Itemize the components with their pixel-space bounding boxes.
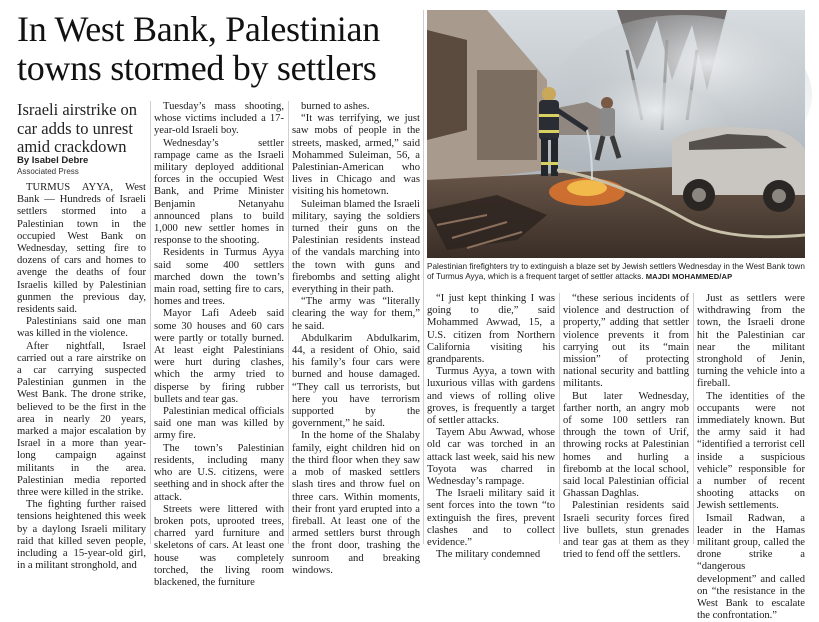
article-paragraph: The military condemned bbox=[436, 549, 541, 561]
article-paragraph: Streets were littered with broken pots, uprooted trees, charred yard furniture and skeletons of cars. At least one house was completely torched, the living room blackened, the furniture bbox=[154, 503, 284, 588]
column-rule bbox=[423, 10, 424, 544]
article-paragraph: The town’s Palestinian residents, including many who are U.S. citizens, were seething and in shock after the attack. bbox=[154, 442, 284, 503]
article-column-6 bbox=[697, 293, 805, 622]
photo-caption bbox=[427, 262, 805, 282]
article-paragraph: Suleiman blamed the Israeli military, saying the soldiers turned their guns on the Palestinian residents instead of the vandals marching into the town with guns and firebombs and setting alight everything in their path. bbox=[292, 198, 420, 296]
article-paragraph: Residents in Turmus Ayya said some 400 settlers marched down the town’s main road, setting fire to cars, homes and trees. bbox=[154, 247, 284, 308]
article-paragraph: “It was terrifying, we just saw mobs of people in the streets, masked, armed,” said Mohammed Suleiman, 56, a Palestinian-American who lives in Chicago and was visiting his hometown. bbox=[292, 113, 420, 198]
article-column-1 bbox=[17, 182, 146, 572]
article-paragraph: Palestinian medical officials said one man was killed by army fire. bbox=[154, 406, 284, 442]
article-paragraph: Just as settlers were withdrawing from the town, the Israeli drone hit the Palestinian car near the militant stronghold of Jenin, turning the vehicle into a fireball. bbox=[697, 293, 805, 390]
article-paragraph: Tuesday’s mass shooting, whose victims included a 17-year-old Israeli boy. bbox=[154, 101, 284, 137]
caption-text: Palestinian firefighters try to extinguish a blaze set by Jewish settlers Wednesday in the West Bank town of Turmus Ayya, which is a frequent target of settler attacks. bbox=[427, 262, 805, 281]
column-rule bbox=[288, 101, 289, 544]
article-paragraph: Palestinian residents said Israeli security forces fired live bullets, stun grenades and tear gas at them as they tried to fend off the settlers. bbox=[563, 500, 689, 561]
news-photo bbox=[427, 10, 805, 258]
column-rule bbox=[559, 293, 560, 544]
byline: By Isabel Debre bbox=[17, 155, 89, 166]
article-paragraph: In the home of the Shalaby family, eight children hid on the third floor when they saw a mob of masked settlers slash tires and throw fuel on three cars. Within moments, their front yard erupted into a fireball. At least one of the armed settlers burst through the front door, trashing the sunroom and breaking windows. bbox=[292, 430, 420, 576]
article-paragraph: burned to ashes. bbox=[301, 101, 370, 112]
headline: In West Bank, Palestinian towns stormed by settlers bbox=[17, 9, 380, 88]
article-paragraph: Palestinians said one man was killed in the violence. bbox=[17, 316, 146, 340]
article-paragraph: Turmus Ayya, a town with luxurious villas with gardens and views of rolling olive groves, is frequently a target of settler attacks. bbox=[427, 366, 555, 427]
article-paragraph: Wednesday’s settler rampage came as the Israeli military deployed additional forces in the occupied West Bank, and Prime Minister Benjamin Netanyahu announced plans to build 1,000 new settler homes in response to the shooting. bbox=[154, 137, 284, 247]
article-paragraph: The fighting further raised tensions heightened this week by a daylong Israeli military raid that killed seven people, including a 15-year-old girl, in a militant stronghold, and bbox=[17, 499, 146, 572]
column-rule bbox=[150, 101, 151, 544]
article-column-2 bbox=[154, 101, 284, 588]
article-paragraph: “these serious incidents of violence and destruction of property,” adding that settler violence prevents it from carrying out its “main mission” of protecting national security and battling militants. bbox=[563, 293, 689, 390]
article-paragraph: Ismail Radwan, a leader in the Hamas militant group, called the drone strike a “dangerous development” and called on “the resistance in the West Bank to escalate the confrontation.” bbox=[697, 512, 805, 622]
column-rule bbox=[693, 293, 694, 544]
article-paragraph: TURMUS AYYA, West Bank — Hundreds of Israeli settlers stormed into a Palestinian town in the occupied West Bank on Wednesday, setting fire to dozens of cars and homes to avenge the deaths of four Israelis killed by Palestinian gunmen the previous day, residents said. bbox=[17, 182, 146, 316]
article-paragraph: The Israeli military said it sent forces into the town “to extinguish the fires, prevent clashes and to collect evidence.” bbox=[427, 488, 555, 549]
article-column-3 bbox=[292, 101, 420, 576]
article-paragraph: Abdulkarim Abdulkarim, 44, a resident of Ohio, said his family’s four cars were burned and house damaged. “They call us terrorists, but here you have terrorism supported by the government,” he said. bbox=[292, 332, 420, 430]
agency-credit: Associated Press bbox=[17, 167, 79, 176]
article-paragraph: But later Wednesday, farther north, an angry mob of some 100 settlers ran through the town of Urif, throwing rocks at Palestinian homes and hurling a firebomb at the local school, said local Palestinian official Ghassan Daghlas. bbox=[563, 390, 689, 500]
article-paragraph: After nightfall, Israel carried out a rare airstrike on a car carrying suspected Palestinian gunmen in the West Bank. The drone strike, believed to be the first in the area in nearly 20 years, marked a major escalation by Israel in a more than year-long campaign against militants in the area. Palestinian media reported three were killed in the strike. bbox=[17, 340, 146, 499]
article-paragraph: Tayem Abu Awwad, whose old car was torched in an attack last week, said his new Toyota was charred in Wednesday’s rampage. bbox=[427, 427, 555, 488]
article-paragraph: Mayor Lafi Adeeb said some 30 houses and 60 cars were partly or totally burned. At least eight Palestinians were hurt during clashes, which the army tried to disperse by firing rubber bullets and tear gas. bbox=[154, 308, 284, 405]
photo-firefighters-burning-car-icon bbox=[427, 10, 805, 258]
photo-credit: MAJDI MOHAMMED/AP bbox=[645, 272, 733, 281]
article-column-4 bbox=[427, 293, 555, 561]
article-paragraph: “I just kept thinking I was going to die,” said Mohammed Awwad, 15, a U.S. citizen from Northern California visiting his grandparents. bbox=[427, 293, 555, 366]
article-paragraph: The identities of the occupants were not immediately known. But the army said it had “identified a terrorist cell inside a suspicious vehicle” responsible for a number of recent shooting attacks on Jewish settlements. bbox=[697, 390, 805, 512]
deck-subheadline: Israeli airstrike on car adds to unrest amid crackdown bbox=[17, 100, 138, 156]
article-paragraph: “The army was “literally clearing the way for them,” he said. bbox=[292, 296, 420, 332]
article-column-5 bbox=[563, 293, 689, 561]
